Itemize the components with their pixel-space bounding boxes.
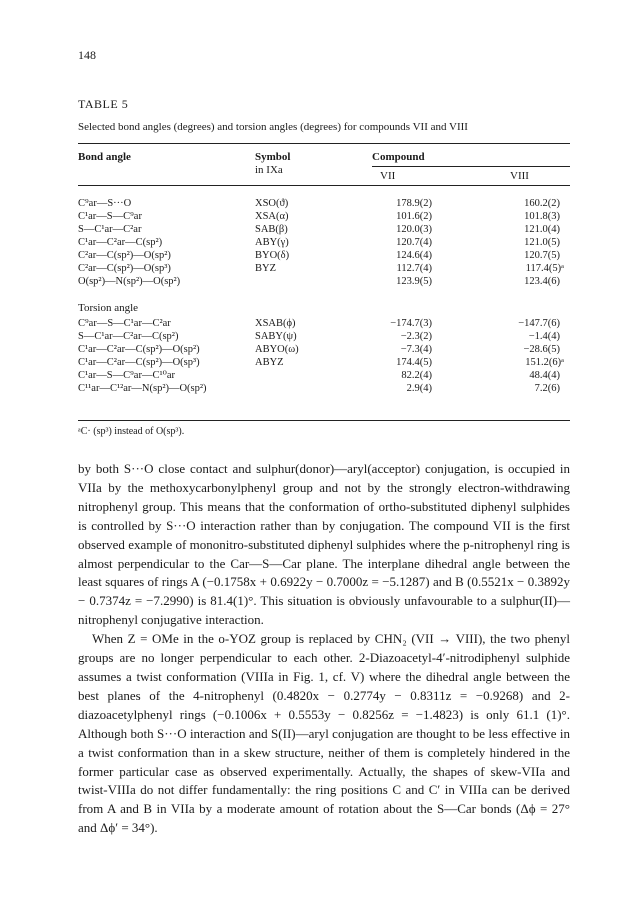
table-footnote: ᵃC· (sp³) instead of O(sp³). [78, 426, 185, 437]
torsion-row-symbol: ABYO(ω) [255, 344, 299, 355]
torsion-row-vii: 174.4(5) [396, 357, 432, 368]
header-bond-angle: Bond angle [78, 151, 131, 163]
header-vii: VII [380, 170, 396, 182]
torsion-row-viii: 151.2(6)ᵃ [525, 357, 564, 368]
bond-row-viii: 101.8(3) [524, 211, 560, 222]
torsion-angle-label: Torsion angle [78, 302, 139, 314]
torsion-row-label: C¹ar—C²ar—C(sp²)—O(sp²) [78, 344, 200, 355]
table-bottom-rule [78, 420, 570, 421]
torsion-row-label: C¹¹ar—C¹²ar—N(sp²)—O(sp²) [78, 383, 207, 394]
torsion-row-viii: −147.7(6) [518, 318, 560, 329]
header-symbol-sub: in IXa [255, 164, 283, 176]
torsion-row-viii: −1.4(4) [528, 331, 560, 342]
bond-row-vii: 112.7(4) [396, 263, 432, 274]
header-bottom-rule [78, 185, 570, 186]
table-top-rule [78, 143, 570, 144]
torsion-row-label: C¹ar—S—C⁹ar—C¹⁰ar [78, 370, 175, 381]
torsion-row-symbol: SABY(ψ) [255, 331, 297, 342]
bond-row-label: C²ar—C(sp²)—O(sp³) [78, 263, 171, 274]
bond-row-vii: 123.9(5) [396, 276, 432, 287]
bond-row-vii: 120.7(4) [396, 237, 432, 248]
bond-row-label: C¹ar—C²ar—C(sp²) [78, 237, 163, 248]
bond-row-viii: 120.7(5) [524, 250, 560, 261]
bond-row-symbol: ABY(γ) [255, 237, 289, 248]
torsion-row-vii: −174.7(3) [390, 318, 432, 329]
torsion-row-label: C¹ar—C²ar—C(sp²)—O(sp³) [78, 357, 200, 368]
bond-row-label: C²ar—C(sp²)—O(sp²) [78, 250, 171, 261]
bond-row-vii: 101.6(2) [396, 211, 432, 222]
paragraph: by both S···O close contact and sulphur(donor)—aryl(acceptor) conjugation, is occupied in VIIa by the methoxycarbonylphenyl group and not by the strongly electron-withdrawing nitrophenyl group. This means that the conformation of ortho-substituted diphenyl sulphides is controlled by S···O interaction rather than by conjugation. The compound VII is the first observed example of mononitro-substituted diphenyl sulphides where the p-nitrophenyl ring is almost perpendicular to the Car—S—Car plane. The interplane dihedral angle between the least squares of rings A (−0.1758x + 0.6922y − 0.7000z = −5.1287) and B (0.5521x − 0.3892y − 0.7374z = −7.2990) is 81.4(1)°. This situation is obviously unfavourable to a sulphur(II)—nitrophenyl conjugative interaction. [78, 461, 570, 628]
torsion-row-label: S—C¹ar—C²ar—C(sp²) [78, 331, 179, 342]
header-compound: Compound [372, 151, 425, 163]
bond-row-symbol: BYZ [255, 263, 276, 274]
bond-row-symbol: XSA(α) [255, 211, 289, 222]
bond-row-label: C⁹ar—S···O [78, 198, 132, 209]
bond-row-symbol: SAB(β) [255, 224, 288, 235]
body-text [78, 460, 570, 838]
compound-rule [372, 166, 570, 167]
bond-row-label: C¹ar—S—C⁹ar [78, 211, 142, 222]
bond-row-viii: 121.0(4) [524, 224, 560, 235]
torsion-row-symbol: ABYZ [255, 357, 284, 368]
bond-row-vii: 120.0(3) [396, 224, 432, 235]
torsion-row-symbol: XSAB(ϕ) [255, 318, 296, 329]
torsion-row-viii: 48.4(4) [529, 370, 560, 381]
table-label: TABLE 5 [78, 97, 129, 111]
bond-row-label: S—C¹ar—C²ar [78, 224, 142, 235]
bond-row-viii: 117.4(5)ᵃ [525, 263, 564, 274]
torsion-row-vii: 82.2(4) [401, 370, 432, 381]
paragraph: When Z = OMe in the o-YOZ group is replaced by CHN₂ (VII → VIII), the two phenyl groups are no longer perpendicular to each other. 2-Diazoacetyl-4′-nitrodiphenyl sulphide assumes a twist conformation (VIIIa in Fig. 1, cf. V) where the dihedral angle between the best planes of the 4-nitrophenyl (0.4820x − 0.2774y − 0.8311z = −0.9268) and 2-diazoacetylphenyl rings (−0.1006x + 0.5553y − 0.8256z = −1.4823) is only 61.1 (1)°. Although both S···O interaction and S(II)—aryl conjugation are thought to be less effective in a twist conformation than in a skew structure, neither of them is completely hindered in the former particular case as observed experimentally. Actually, the shapes of skew-VIIa and twist-VIIIa do not differ fundamentally: the ring positions C and C′ in VIIIa can be derived from A and B in VIIa by a moderate amount of rotation about the S—Car bonds (Δϕ = 27° and Δϕ′ = 34°). [78, 631, 570, 836]
bond-row-vii: 178.9(2) [396, 198, 432, 209]
torsion-row-vii: −7.3(4) [400, 344, 432, 355]
torsion-row-viii: −28.6(5) [523, 344, 560, 355]
bond-row-label: O(sp²)—N(sp²)—O(sp²) [78, 276, 181, 287]
torsion-row-vii: −2.3(2) [400, 331, 432, 342]
bond-row-symbol: XSO(ϑ) [255, 198, 289, 209]
torsion-row-viii: 7.2(6) [534, 383, 560, 394]
header-viii: VIII [510, 170, 529, 182]
torsion-row-vii: 2.9(4) [406, 383, 432, 394]
header-symbol: Symbol [255, 151, 291, 163]
page-number: 148 [78, 48, 96, 62]
torsion-row-label: C⁹ar—S—C¹ar—C²ar [78, 318, 171, 329]
bond-row-viii: 123.4(6) [524, 276, 560, 287]
bond-row-viii: 160.2(2) [524, 198, 560, 209]
bond-row-viii: 121.0(5) [524, 237, 560, 248]
bond-row-vii: 124.6(4) [396, 250, 432, 261]
table-caption: Selected bond angles (degrees) and torsion angles (degrees) for compounds VII and VIII [78, 121, 468, 133]
bond-row-symbol: BYO(δ) [255, 250, 290, 261]
